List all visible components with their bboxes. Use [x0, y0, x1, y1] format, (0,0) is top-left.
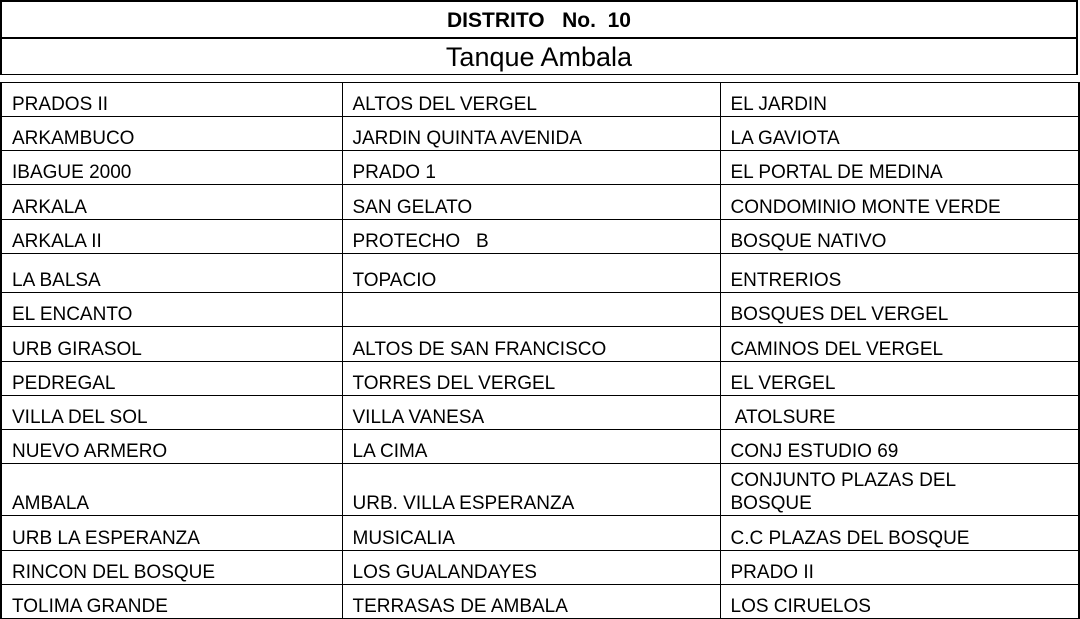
table-cell: RINCON DEL BOSQUE: [1, 551, 342, 585]
table-cell: TOLIMA GRANDE: [1, 585, 342, 619]
table-cell: SAN GELATO: [342, 185, 720, 220]
table-row: [1, 327, 1079, 362]
table-cell: C.C PLAZAS DEL BOSQUE: [720, 516, 1079, 551]
table-row: [1, 396, 1079, 430]
table-row: [1, 220, 1079, 254]
table-cell: PRADO II: [720, 551, 1079, 585]
table-cell: VILLA VANESA: [342, 396, 720, 430]
table-cell: IBAGUE 2000: [1, 151, 342, 185]
table-row: [1, 117, 1079, 151]
table-row: [1, 585, 1079, 619]
table-cell: LA BALSA: [1, 254, 342, 293]
table-cell: CONJ ESTUDIO 69: [720, 430, 1079, 464]
table-cell: BOSQUES DEL VERGEL: [720, 293, 1079, 327]
table-cell: LA GAVIOTA: [720, 117, 1079, 151]
tank-subtitle: Tanque Ambala: [0, 38, 1078, 75]
table-cell: NUEVO ARMERO: [1, 430, 342, 464]
table-cell: ARKAMBUCO: [1, 117, 342, 151]
neighborhood-table: [0, 82, 1080, 619]
table-row: [1, 516, 1079, 551]
table-cell: BOSQUE NATIVO: [720, 220, 1079, 254]
table-cell: URB LA ESPERANZA: [1, 516, 342, 551]
table-cell: AMBALA: [1, 464, 342, 516]
table-row: [1, 151, 1079, 185]
table-cell: PRADOS II: [1, 83, 342, 117]
table-row: [1, 362, 1079, 396]
table-cell: ENTRERIOS: [720, 254, 1079, 293]
table-cell: ALTOS DE SAN FRANCISCO: [342, 327, 720, 362]
table-row: [1, 83, 1079, 117]
table-row: [1, 551, 1079, 585]
table-cell: EL JARDIN: [720, 83, 1079, 117]
table-cell: LOS GUALANDAYES: [342, 551, 720, 585]
table-row: [1, 430, 1079, 464]
table-cell: URB. VILLA ESPERANZA: [342, 464, 720, 516]
table-row: [1, 293, 1079, 327]
table-row: [1, 254, 1079, 293]
table-cell: EL ENCANTO: [1, 293, 342, 327]
table-cell: VILLA DEL SOL: [1, 396, 342, 430]
neighborhood-table-body: [1, 83, 1079, 619]
table-cell: MUSICALIA: [342, 516, 720, 551]
table-cell: TORRES DEL VERGEL: [342, 362, 720, 396]
table-cell: EL VERGEL: [720, 362, 1079, 396]
table-cell: CONJUNTO PLAZAS DEL BOSQUE: [720, 464, 1079, 516]
district-title: DISTRITO No. 10: [0, 0, 1078, 38]
table-cell: URB GIRASOL: [1, 327, 342, 362]
table-cell: [342, 293, 720, 327]
table-cell: EL PORTAL DE MEDINA: [720, 151, 1079, 185]
table-cell: PROTECHO B: [342, 220, 720, 254]
table-row: [1, 464, 1079, 516]
table-cell: ARKALA: [1, 185, 342, 220]
table-cell: TOPACIO: [342, 254, 720, 293]
table-cell: PRADO 1: [342, 151, 720, 185]
table-cell: ALTOS DEL VERGEL: [342, 83, 720, 117]
table-cell: CAMINOS DEL VERGEL: [720, 327, 1079, 362]
table-cell: CONDOMINIO MONTE VERDE: [720, 185, 1079, 220]
table-row: [1, 185, 1079, 220]
table-cell: ARKALA II: [1, 220, 342, 254]
table-cell: ATOLSURE: [720, 396, 1079, 430]
table-cell: LA CIMA: [342, 430, 720, 464]
table-cell: JARDIN QUINTA AVENIDA: [342, 117, 720, 151]
table-cell: PEDREGAL: [1, 362, 342, 396]
table-cell: TERRASAS DE AMBALA: [342, 585, 720, 619]
table-cell: LOS CIRUELOS: [720, 585, 1079, 619]
